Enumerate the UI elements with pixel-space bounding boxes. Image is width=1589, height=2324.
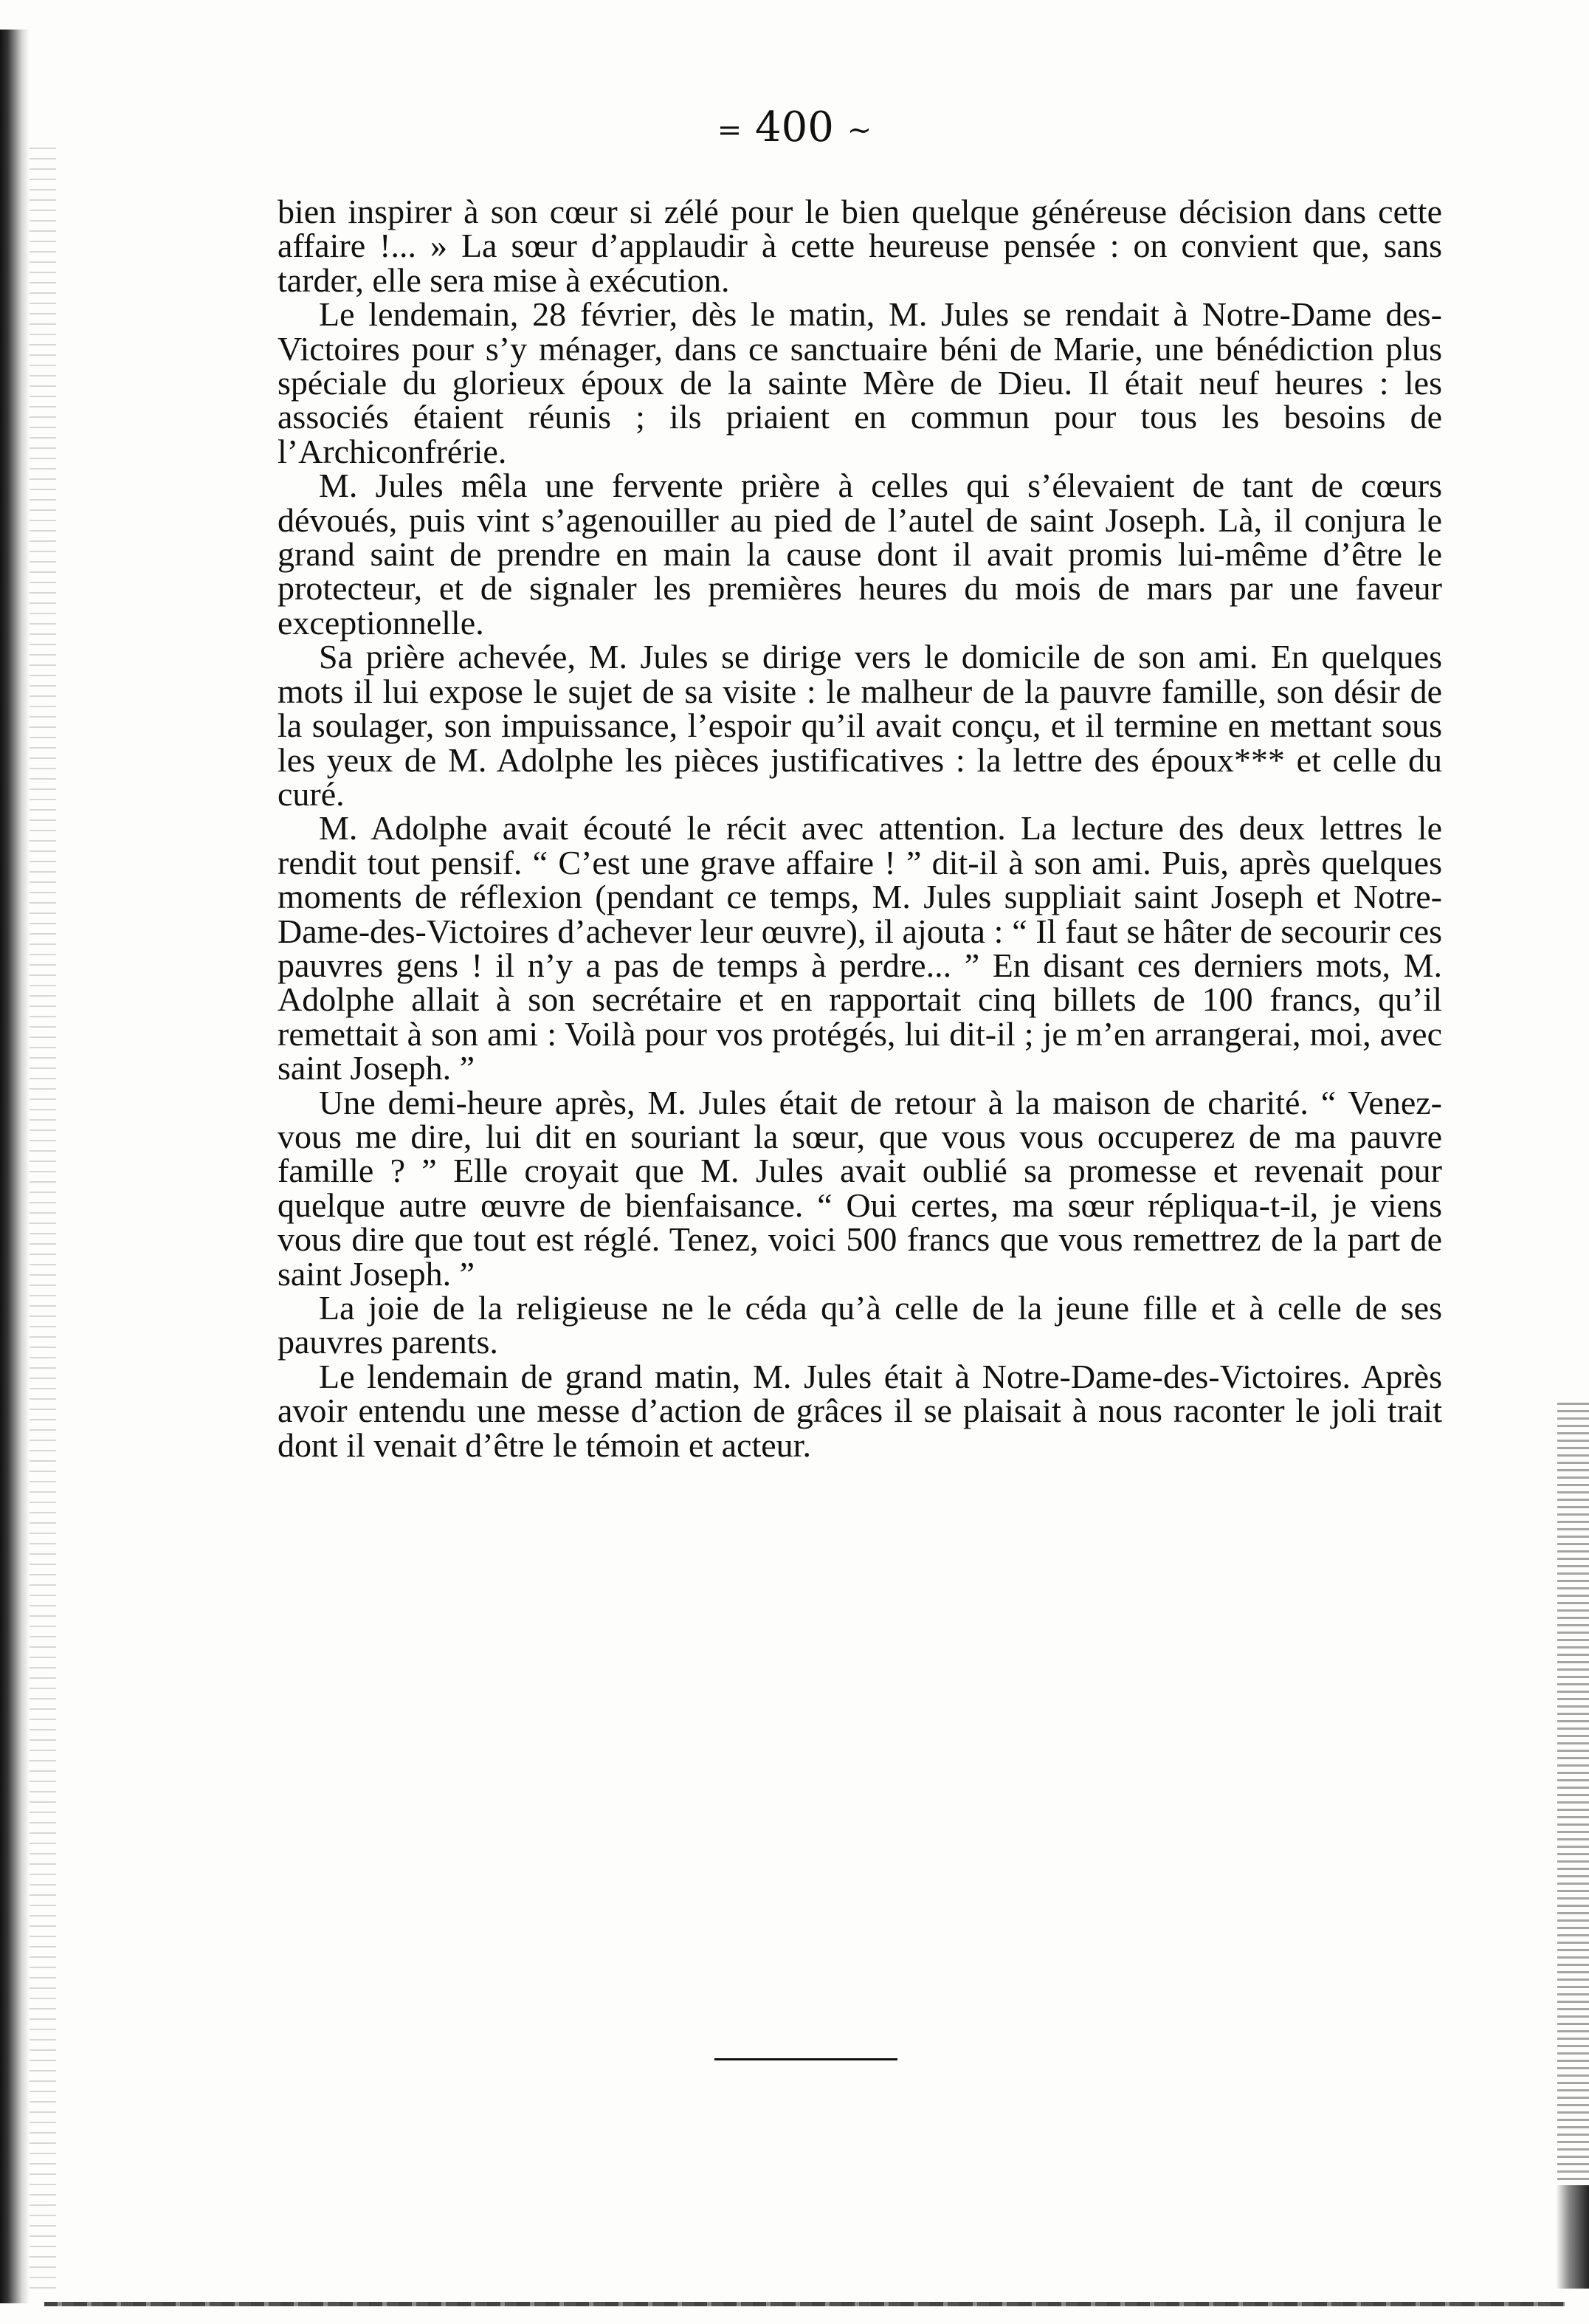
paragraph: La joie de la religieuse ne le céda qu’à celle de la jeune fille et à celle de ses pauvres parents. xyxy=(278,1289,1442,1361)
paragraph: Sa prière achevée, M. Jules se dirige vers le domicile de son ami. En quelques mots il lui expose le sujet de sa visite : le malheur de la pauvre famille, son désir de la soulager, son impuissance, l’espoir qu’il avait conçu, et il termine en mettant sous les yeux de M. Adolphe les pièces justificatives : la lettre des époux*** et celle du curé. xyxy=(278,638,1442,813)
binding-texture-left xyxy=(30,148,56,2289)
binding-shadow-right xyxy=(1556,2185,1589,2289)
end-of-chapter-rule xyxy=(714,2058,897,2060)
binding-shadow-left xyxy=(0,30,30,2303)
paragraph: M. Adolphe avait écouté le récit avec attention. La lecture des deux lettres le rendit tout pensif. “ C’est une grave affaire ! ” dit-il à son ami. Puis, après quelques moments de réflexion (pendant ce temps, M. Jules suppliait saint Joseph et Notre-Dame-des-Victoires d’achever leur œuvre), il ajouta : “ Il faut se hâter de secourir ces pauvres gens ! il n’y a pas de temps à perdre... ” En disant ces derniers mots, M. Adolphe allait à son secrétaire et en rapportait cinq billets de 100 francs, qu’il remettait à son ami : Voilà pour vos protégés, lui dit-il ; je m’en arrangerai, moi, avec saint Joseph. ” xyxy=(278,809,1442,1087)
paragraph: Le lendemain, 28 février, dès le matin, M. Jules se rendait à Notre-Dame des-Victoires pour s’y ménager, dans ce sanctuaire béni de Marie, une bénédiction plus spéciale du glorieux époux de la sainte Mère de Dieu. Il était neuf heures : les associés étaient réunis ; ils priaient en commun pour tous les besoins de l’Archiconfrérie. xyxy=(278,295,1442,470)
paragraph: M. Jules mêla une fervente prière à celles qui s’élevaient de tant de cœurs dévoués, puis vint s’agenouiller au pied de l’autel de saint Joseph. Là, il conjura le grand saint de prendre en main la cause dont il avait promis lui-même d’être le protecteur, et de signaler les premières heures du mois de mars par une faveur exceptionnelle. xyxy=(278,467,1442,642)
binding-texture-right xyxy=(1557,1403,1589,2185)
page-bottom-edge xyxy=(44,2302,1565,2306)
page-number-header xyxy=(0,103,1589,151)
body-text xyxy=(278,195,1442,1462)
paragraph: Une demi-heure après, M. Jules était de retour à la maison de charité. “ Venez-vous me dire, lui dit en souriant la sœur, que vous vous occuperez de ma pauvre famille ? ” Elle croyait que M. Jules avait oublié sa promesse et revenait pour quelque autre œuvre de bienfaisance. “ Oui certes, ma sœur répliqua-t-il, je viens vous dire que tout est réglé. Tenez, voici 500 francs que vous remettrez de la part de saint Joseph. ” xyxy=(278,1083,1442,1293)
ornament-dash-left-icon: = xyxy=(717,113,742,148)
paragraph: bien inspirer à son cœur si zélé pour le bien quelque généreuse décision dans cette affaire !... » La sœur d’applaudir à cette heureuse pensée : on convient que, sans tarder, elle sera mise à exécution. xyxy=(278,193,1442,299)
paragraph: Le lendemain de grand matin, M. Jules était à Notre-Dame-des-Victoires. Après avoir entendu une messe d’action de grâces il se plaisait à nous raconter le joli trait dont il venait d’être le témoin et acteur. xyxy=(278,1357,1442,1464)
ornament-dash-right-icon: ~ xyxy=(847,113,872,148)
page-number: 400 xyxy=(755,103,834,151)
